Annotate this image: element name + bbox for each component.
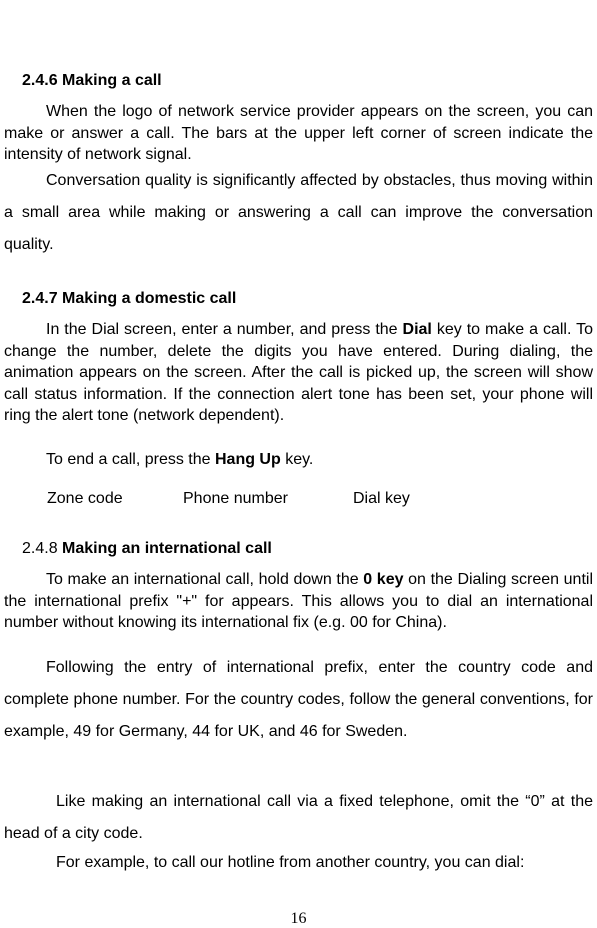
section-heading-2-4-6: 2.4.6 Making a call [22,72,162,89]
hang-up-key-label: Hang Up [214,451,281,468]
dial-key-label: Dial [402,321,432,338]
paragraph-end-call [4,449,593,471]
text: key to make a call. To change the number, delete the digits you have entered. During dialing, the animation appears on the screen. After the call is picked up, the screen will show call status information. If the connection alert tone has been set, your phone will ring the alert tone (network dependent). [4,321,594,424]
text: key. [280,451,314,468]
text: To end a call, press the [46,451,215,468]
paragraph-hotline: For example, to call our hotline from another country, you can dial: [56,854,525,871]
paragraph-network-logo: When the logo of network service provider appears on the screen, you can make or answer a call. The bars at the upper left corner of screen indicate the intensity of network signal. [4,103,593,163]
page-number: 16 [290,910,307,927]
zero-key-label: 0 key [363,571,404,588]
text: In the Dial screen, enter a number, and press the [46,321,403,338]
paragraph-city-code: Like making an international call via a fixed telephone, omit the “0” at the head of a city code. [4,793,593,842]
paragraph-international-prefix [4,569,593,634]
text: To make an international call, hold down the [46,571,364,588]
paragraph-dial-screen [4,319,593,427]
format-dial-key: Dial key [353,490,410,507]
format-phone-number: Phone number [183,490,288,507]
text: on the Dialing screen until the international prefix "+" for appears. This allows you to dial an international number without knowing its international fix (e.g. 00 for China). [4,571,593,631]
section-heading-2-4-8 [22,540,272,558]
paragraph-country-code: Following the entry of international prefix, enter the country code and complete phone number. For the country codes, follow the general conventions, for example, 49 for Germany, 44 for UK, and 46 for Sweden. [4,659,593,740]
section-heading-2-4-7: 2.4.7 Making a domestic call [22,290,237,307]
section-title: Making an international call [62,540,272,557]
section-number: 2.4.8 [22,540,63,557]
paragraph-conversation-quality: Conversation quality is significantly affected by obstacles, thus moving within a small area while making or answering a call can improve the conversation quality. [4,172,593,253]
format-zone-code: Zone code [47,490,123,507]
